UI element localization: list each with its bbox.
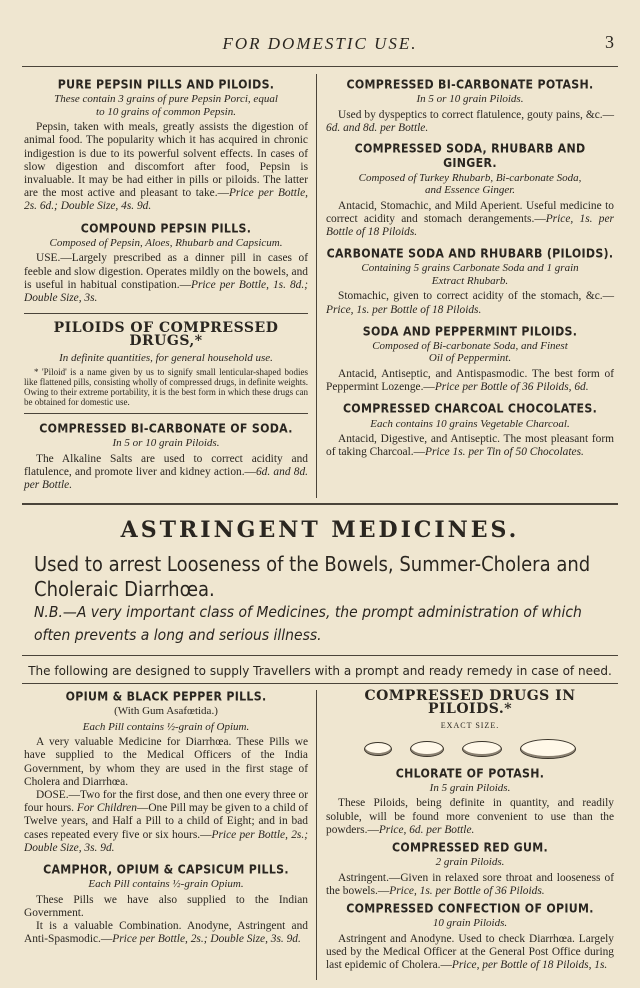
heading-camphor-opium: CAMPHOR, OPIUM & CAPSICUM PILLS. — [43, 862, 289, 877]
exact-size-label: EXACT SIZE. — [440, 721, 500, 731]
heading-soda-rhubarb-ginger: COMPRESSED SODA, RHUBARB AND GINGER. — [354, 141, 586, 171]
section-rule-top — [22, 503, 618, 505]
camphor-opium-text-1: These Pills we have also supplied to the Indian Government. — [24, 893, 308, 919]
heading-charcoal-chocolates: COMPRESSED CHARCOAL CHOCOLATES. — [342, 401, 598, 417]
heading-opium-pepper: OPIUM & BLACK PEPPER PILLS. — [65, 689, 267, 704]
subtitle-pure-pepsin-1: These contain 3 grains of pure Pepsin Porci, equal — [54, 93, 278, 106]
piloid-footnote: * 'Piloid' is a name given by us to signify small lenticular-shaped bodies like flattened pills, consisting wholly of compressed drugs, in definite weights. Owing to their extreme portability, it is the best form in which these drugs can be obtained for domestic use. — [24, 367, 308, 408]
piloid-xlarge-icon — [520, 739, 576, 759]
subtitle-opium-pepper-1: (With Gum Asafœtida.) — [114, 705, 218, 718]
divider — [24, 313, 308, 314]
subtitle-confection-opium: 10 grain Piloids. — [432, 917, 508, 930]
camphor-opium-text-2: It is a valuable Combination. Anodyne, Astringent and Anti-Spasmodic.—Price per Bottle, 2s.; Double Size, 3s. 9d. — [24, 920, 308, 946]
pure-pepsin-text: Pepsin, taken with meals, greatly assists the digestion of animal food. The popularity which it has acquired in chronic indigestion is due to its powerful solvent effects. In cases of slow digestion and discomfort after food, Pepsin is invaluable. It may be had either in pills or piloids. The latter are the most active and pleasant to take.—Price per Bottle, 2s. 6d.; Double Size, 4s. 9d. — [24, 121, 308, 213]
subtitle-red-gum: 2 grain Piloids. — [435, 856, 505, 869]
subtitle-bicarb-potash: In 5 or 10 grain Piloids. — [416, 93, 524, 106]
column-rule-top — [316, 74, 317, 498]
charcoal-chocolates-text: Antacid, Digestive, and Antiseptic. The most pleasant form of taking Charcoal.—Price 1s. per Tin of 50 Chocolates. — [326, 433, 614, 459]
piloid-size-samples — [326, 739, 614, 759]
bottom-right-column — [326, 690, 614, 972]
subtitle-soda-peppermint-2: Oil of Peppermint. — [428, 352, 512, 365]
heading-carbonate-soda-rhubarb: CARBONATE SODA AND RHUBARB (PILOIDS). — [326, 246, 614, 261]
subtitle-opium-pepper-2: Each Pill contains ½-grain of Opium. — [82, 720, 250, 733]
soda-peppermint-text: Antacid, Antiseptic, and Antispasmodic. The best form of Peppermint Lozenge.—Price per Bottle of 36 Piloids, 6d. — [326, 367, 614, 394]
heading-soda-peppermint: SODA AND PEPPERMINT PILOIDS. — [362, 323, 578, 339]
subtitle-compound-pepsin: Composed of Pepsin, Aloes, Rhubarb and Capsicum. — [49, 236, 283, 249]
confection-opium-text: Astringent and Anodyne. Used to check Diarrhœa. Largely used by the Medical Officer at the General Post Office during last epidemic of Cholera.—Price, per Bottle of 18 Piloids, 1s. — [326, 932, 614, 972]
bicarb-soda-text: The Alkaline Salts are used to correct acidity and flatulence, and promote liver and kidney action.—6d. and 8d. per Bottle. — [24, 452, 308, 492]
chlorate-potash-text: These Piloids, being definite in quantity, and readily soluble, will be found more convenient to use than the powders.—Price, 6d. per Bottle. — [326, 797, 614, 836]
heading-pure-pepsin: PURE PEPSIN PILLS AND PILOIDS. — [57, 77, 275, 92]
subtitle-charcoal-chocolates: Each contains 10 grains Vegetable Charcoal. — [370, 417, 570, 430]
bicarb-potash-text: Used by dyspeptics to correct flatulence, gouty pains, &c.—6d. and 8d. per Bottle. — [326, 108, 614, 134]
subtitle-pure-pepsin-2: to 10 grains of common Pepsin. — [96, 105, 236, 118]
heading-bicarb-soda: COMPRESSED BI-CARBONATE OF SODA. — [39, 421, 293, 436]
subtitle-bicarb-soda: In 5 or 10 grain Piloids. — [112, 437, 220, 450]
subtitle-carbonate-soda-rhubarb-1: Containing 5 grains Carbonate Soda and 1 grain — [361, 262, 579, 275]
carbonate-soda-rhubarb-text: Stomachic, given to correct acidity of the stomach, &c.—Price, 1s. per Bottle of 18 Piloids. — [326, 290, 614, 316]
page-number: 3 — [605, 32, 614, 52]
red-gum-text: Astringent.—Given in relaxed sore throat and looseness of the bowels.—Price, 1s. per Bottle of 36 Piloids. — [326, 871, 614, 897]
opium-pepper-dose: DOSE.—Two for the first dose, and then one every three or four hours. For Children—One Pill may be given to a child of Twelve years, and Half a Pill to a child of Eight; and in bad cases repeated every five or six hours.—Price per Bottle, 2s.; Double Size, 3s. 9d. — [24, 789, 308, 854]
section-rule-bottom — [22, 683, 618, 684]
section-rule-mid — [22, 655, 618, 656]
subtitle-piloids: In definite quantities, for general household use. — [59, 351, 273, 364]
subtitle-soda-rhubarb-ginger-2: and Essence Ginger. — [424, 184, 516, 197]
travellers-note: The following are designed to supply Travellers with a prompt and ready remedy in case of need. — [28, 664, 612, 678]
heading-piloids: PILOIDS OF COMPRESSED DRUGS,* — [53, 320, 279, 350]
subtitle-soda-rhubarb-ginger-1: Composed of Turkey Rhubarb, Bi-carbonate Soda, — [358, 171, 582, 184]
subtitle-carbonate-soda-rhubarb-2: Extract Rhubarb. — [431, 274, 509, 287]
piloid-small-icon — [364, 742, 392, 756]
heading-compressed-drugs: COMPRESSED DRUGS IN PILOIDS.* — [364, 688, 576, 718]
top-right-column — [326, 78, 614, 459]
heading-chlorate-potash: CHLORATE OF POTASH. — [395, 765, 545, 781]
subtitle-soda-peppermint-1: Composed of Bi-carbonate Soda, and Finest — [372, 339, 568, 352]
piloid-medium-icon — [410, 741, 444, 757]
heading-compound-pepsin: COMPOUND PEPSIN PILLS. — [80, 220, 252, 236]
running-title: FOR DOMESTIC USE. — [222, 34, 418, 53]
subtitle-camphor-opium: Each Pill contains ½-grain Opium. — [88, 878, 244, 891]
section-title: ASTRINGENT MEDICINES. — [120, 517, 520, 543]
column-rule-bottom — [316, 690, 317, 980]
heading-confection-opium: COMPRESSED CONFECTION OF OPIUM. — [346, 901, 594, 916]
section-nb: N.B.—A very important class of Medicines, the prompt administration of which often prevents a long and serious illness. — [34, 603, 582, 644]
compound-pepsin-text: USE.—Largely prescribed as a dinner pill in cases of feeble and slow digestion. Operates mildly on the bowels, and is useful in habitual constipation.—Price per Bottle, 1s. 8d.; Double Size, 3s. — [24, 252, 308, 304]
heading-red-gum: COMPRESSED RED GUM. — [392, 840, 548, 855]
section-used-for: Used to arrest Looseness of the Bowels, Summer-Cholera and Choleraic Diarrhœa. — [34, 552, 591, 601]
heading-bicarb-potash: COMPRESSED BI-CARBONATE POTASH. — [346, 77, 594, 92]
piloid-large-icon — [462, 741, 502, 757]
bottom-left-column — [24, 690, 308, 947]
soda-rhubarb-ginger-text: Antacid, Stomachic, and Mild Aperient. Useful medicine to correct acidity and stomach derangements.—Price, 1s. per Bottle of 18 Piloids. — [326, 199, 614, 238]
top-left-column — [24, 78, 308, 492]
header-rule — [22, 66, 618, 67]
subtitle-chlorate-potash: In 5 grain Piloids. — [429, 781, 511, 794]
divider — [24, 413, 308, 414]
opium-pepper-text: A very valuable Medicine for Diarrhœa. These Pills we have supplied to the Medical Officers of the India Government, by whom they are used in the first stage of Cholera and Diarrhœa. — [24, 736, 308, 788]
